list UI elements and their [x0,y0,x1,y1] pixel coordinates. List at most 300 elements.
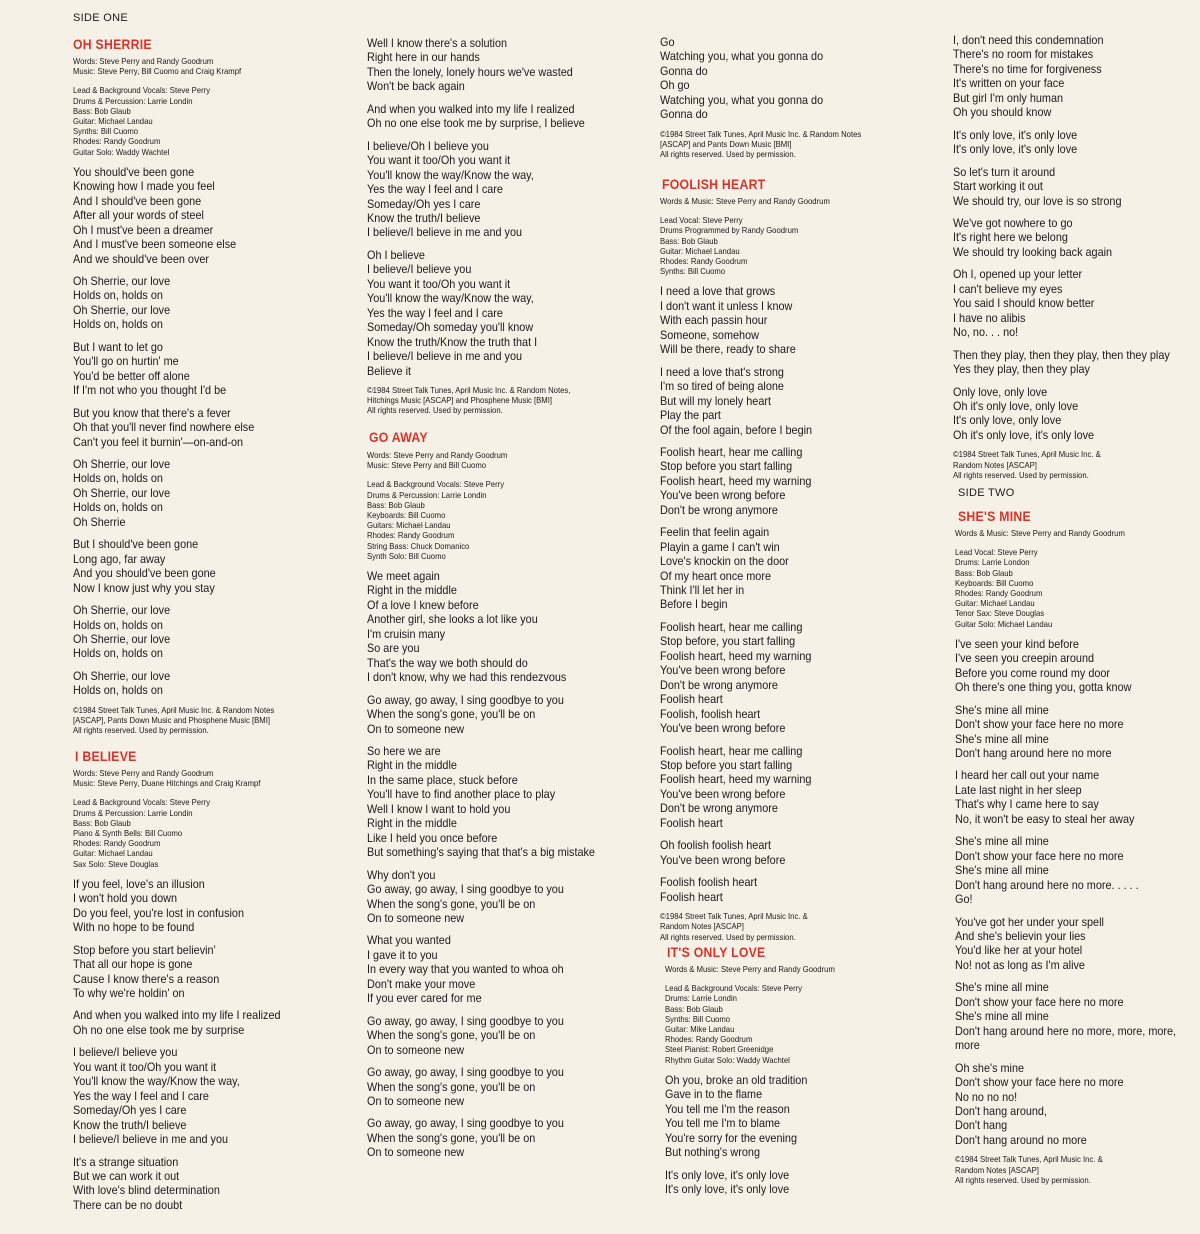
song-shes-mine [955,528,1195,1185]
lyric-stanza [73,274,292,332]
lyric-stanza [660,284,845,356]
lyric-line: Gave in to the flame [665,1087,763,1102]
credit-line: String Bass: Chuck Domanico [367,540,470,551]
side-one-label: SIDE ONE [73,12,128,24]
credit-line: Lead Vocal: Steve Perry [660,215,743,226]
lyric-line: Someday/Oh yes I care [367,196,481,211]
credit-line: Lead & Background Vocals: Steve Perry [665,983,803,994]
song-title-oh-sherrie: OH SHERRIE [73,37,152,52]
side-two-label: SIDE TWO [958,487,1015,499]
credit-line: Keyboards: Bill Cuomo [955,577,1034,588]
lyric-line: Know the truth/Know the truth that I [367,334,538,349]
lyric-line: She's mine all mine [955,702,1049,717]
lyric-line: On to someone new [367,1042,465,1057]
song-foolish-heart [660,196,845,942]
lyric-stanza [73,406,292,449]
lyric-line: I believe/I believe you [73,1045,178,1060]
lyric-line: Oh no one else took me by surprise [73,1022,245,1037]
lyric-line: Oh Sherrie, our love [73,485,171,500]
lyric-line: Of my heart once more [660,568,771,583]
lyric-line: Watching you, what you gonna do [660,49,824,64]
lyric-line: She's mine all mine [955,834,1049,849]
copyright-line: All rights reserved. Used by permission. [660,149,796,160]
credit-line: Music: Steve Perry, Bill Cuomo and Craig Krampf [73,66,242,77]
lyric-line: It's only love, only love [953,413,1062,428]
lyric-stanza [73,340,292,398]
lyric-line: If you feel, love's an illusion [73,876,205,891]
song-i-believe [73,768,299,1212]
credit-line: Guitar Solo: Waddy Wachtel [73,146,170,157]
lyric-line: I have no alibis [953,310,1026,325]
song-oh-sherrie [73,56,292,735]
lyric-line: Don't be wrong anymore [660,677,778,692]
copyright-line: ©1984 Street Talk Tunes, April Music Inc. & [660,911,808,922]
lyric-line: Then the lonely, lonely hours we've wasted [367,64,573,79]
lyric-line: You'll have to find another place to play [367,787,556,802]
lyric-line: No! not as long as I'm alive [955,957,1085,972]
lyric-stanza [367,933,615,1005]
copyright-line: All rights reserved. Used by permission. [73,725,209,736]
lyric-line: Don't be wrong anymore [660,801,778,816]
lyric-line: After all your words of steel [73,208,204,223]
lyric-line: Now I know just why you stay [73,580,215,595]
credit-line: Synths: Bill Cuomo [73,126,139,137]
lyric-line: Oh Sherrie, our love [73,302,171,317]
credit-line: Tenor Sax: Steve Douglas [955,608,1045,619]
credit-line: Rhodes: Randy Goodrum [73,136,161,147]
lyric-stanza [953,216,1189,259]
lyric-line: And I must've been someone else [73,237,237,252]
lyric-line: In the same place, stuck before [367,772,518,787]
credit-line: Steel Pianist: Robert Greenidge [665,1044,774,1055]
lyric-stanza [73,537,292,595]
lyric-line: She's mine all mine [955,1009,1049,1024]
lyric-line: Foolish heart [660,889,723,904]
lyric-line: But will my lonely heart [660,393,771,408]
lyric-line: Start working it out [953,179,1043,194]
lyric-line: Foolish heart, heed my warning [660,772,812,787]
credit-line: Rhodes: Randy Goodrum [660,256,748,267]
copyright-line: ©1984 Street Talk Tunes, April Music Inc. & [955,1154,1103,1165]
lyric-stanza [367,36,604,94]
credit-line: Sax Solo: Steve Douglas [73,858,159,869]
song-go-away [367,450,615,1160]
lyric-line: Long ago, far away [73,551,166,566]
lyric-stanza [955,637,1195,695]
lyric-line: Yes they play, then they play [953,362,1090,377]
copyright-line: ©1984 Street Talk Tunes, April Music Inc. & Random Notes [660,128,862,139]
lyric-stanza [367,1116,615,1159]
lyric-line: So here we are [367,744,441,759]
lyric-line: So let's turn it around [953,164,1056,179]
credit-line: Bass: Bob Glaub [73,817,131,828]
lyric-line: Don't show your face here no more [955,994,1124,1009]
lyric-line: When the song's gone, you'll be on [367,1130,536,1145]
lyric-line: Don't show your face here no more [955,848,1124,863]
lyric-line: On to someone new [367,721,465,736]
lyric-line: But something's saying that that's a big mistake [367,845,595,860]
lyric-stanza [367,569,615,685]
lyric-line: Holds on, holds on [73,500,163,515]
lyric-line: Believe it [367,363,412,378]
lyric-stanza [953,385,1189,443]
lyric-stanza [73,877,299,935]
lyric-stanza [73,457,292,529]
lyric-line: On to someone new [367,911,465,925]
lyric-stanza [367,744,615,860]
lyric-line: Foolish heart, hear me calling [660,444,803,459]
lyric-stanza [953,128,1189,157]
lyric-line: You'll know the way/Know the way, [367,291,534,306]
lyric-line: Oh it's only love, it's only love [953,427,1095,442]
lyric-line: I heard her call out your name [955,768,1100,783]
lyric-line: No, no. . . no! [953,325,1019,340]
lyric-line: If I'm not who you thought I'd be [73,383,227,398]
lyric-line: Oh you, broke an old tradition [665,1072,808,1087]
lyric-line: There's no room for mistakes [953,47,1094,62]
lyric-line: Go away, go away, I sing goodbye to you [367,1065,564,1080]
lyric-line: Go away, go away, I sing goodbye to you [367,1013,564,1028]
credit-line: Bass: Bob Glaub [73,105,131,116]
lyric-stanza [73,1008,299,1037]
lyric-stanza [660,838,845,867]
song-i-believe-continued [367,36,604,416]
credit-line: Synth Solo: Bill Cuomo [367,550,446,561]
lyric-line: Of a love I knew before [367,597,479,612]
lyric-line: Don't hang around no more [955,1132,1087,1147]
lyric-line: Right in the middle [367,816,457,831]
lyric-stanza [367,139,604,240]
lyric-line: Go! [955,892,973,907]
musician-credits [665,983,850,1065]
lyric-stanza [73,603,292,661]
lyric-line: I don't want it unless I know [660,298,793,313]
copyright-line: ©1984 Street Talk Tunes, April Music Inc. & [953,449,1101,460]
lyric-line: Oh Sherrie, our love [73,668,171,683]
lyric-stanza [660,445,845,517]
lyric-line: Go away, go away, I sing goodbye to you [367,692,564,707]
song-title-its-only-love: IT'S ONLY LOVE [667,945,766,960]
credit-line: Drums & Percussion: Larrie Londin [73,95,193,106]
lyric-line: No, it won't be easy to steal her away [955,811,1135,826]
lyric-line: Late last night in her sleep [955,782,1082,797]
lyric-stanza [367,102,604,131]
lyric-line: I gave it to you [367,947,438,962]
lyric-stanza [660,744,845,831]
credit-line: Drums: Larrie Londin [665,993,737,1004]
lyric-stanza [660,875,845,904]
lyric-line: But I want to let go [73,339,163,354]
lyric-line: Foolish, foolish heart [660,706,761,721]
lyric-line: In every way that you wanted to whoa oh [367,962,564,977]
lyric-line: Don't hang [955,1118,1008,1133]
lyric-line: With love's blind determination [73,1183,220,1198]
lyric-line: You tell me I'm the reason [665,1101,790,1116]
lyric-stanza [660,35,879,122]
credit-line: Words & Music: Steve Perry and Randy Goodrum [955,528,1125,538]
lyric-line: Don't show your face here no more [955,1075,1124,1090]
lyric-line: I, don't need this condemnation [953,33,1104,47]
credit-line: Drums & Percussion: Larrie Londin [73,807,193,818]
lyric-line: Go away, go away, I sing goodbye to you [367,882,564,897]
musician-credits [73,85,292,156]
song-title-shes-mine: SHE'S MINE [958,509,1031,524]
lyric-line: You've been wrong before [660,852,786,867]
credit-line: Drums: Larrie London [955,557,1030,568]
lyric-line: Go away, go away, I sing goodbye to you [367,1116,564,1131]
lyric-line: Someone, somehow [660,327,759,342]
lyric-stanza [660,620,845,736]
copyright-notice [660,129,879,160]
lyric-line: Can't you feel it burnin'—on-and-on [73,434,244,449]
lyric-line: Oh there's one thing you, gotta know [955,680,1132,695]
lyric-line: more [955,1038,980,1053]
lyric-line: I believe/Oh I believe you [367,138,489,153]
lyric-line: Yes the way I feel and I care [367,182,503,197]
lyric-line: And you should've been gone [73,566,216,581]
lyric-line: But you know that there's a fever [73,405,231,420]
lyric-stanza [367,693,615,736]
lyric-line: Foolish heart, heed my warning [660,648,812,663]
lyric-line: Oh Sherrie, our love [73,274,171,288]
lyric-line: Before you come round my door [955,665,1111,680]
lyric-line: It's right here we belong [953,230,1068,245]
lyric-line: Don't show your face here no more [955,717,1124,732]
lyric-line: Holds on, holds on [73,471,163,486]
lyric-line: You'll know the way/Know the way, [367,167,534,182]
lyric-stanza [955,703,1195,761]
copyright-line: All rights reserved. Used by permission. [955,1174,1091,1185]
lyric-line: Know the truth/I believe [367,210,481,225]
credit-line: Rhodes: Randy Goodrum [367,530,455,541]
lyric-stanza [73,669,292,698]
lyric-line: Holds on, holds on [73,617,163,632]
lyric-stanza [953,267,1189,339]
lyric-line: Know the truth/I believe [73,1117,187,1132]
lyric-line: It's only love, it's only love [953,127,1078,142]
lyric-stanza [955,1061,1195,1148]
lyric-line: Gonna do [660,63,708,78]
copyright-notice [660,911,845,942]
lyric-line: Well I know I want to hold you [367,801,511,816]
lyric-line: We should try looking back again [953,244,1113,259]
lyric-line: Oh I, opened up your letter [953,267,1083,282]
lyric-line: Oh Sherrie, our love [73,456,171,471]
lyric-line: I need a love that grows [660,284,776,299]
lyric-line: What you wanted [367,933,451,948]
lyric-stanza [953,348,1189,377]
copyright-line: Random Notes [ASCAP] [955,1164,1039,1175]
song-title-foolish-heart: FOOLISH HEART [662,177,766,192]
lyric-line: Holds on, holds on [73,317,163,332]
lyric-line: You've got her under your spell [955,914,1104,929]
lyric-line: Right in the middle [367,758,457,773]
credit-line: Bass: Bob Glaub [955,567,1013,578]
copyright-line: ©1984 Street Talk Tunes, April Music Inc. & Random Notes [73,704,275,715]
lyric-line: I won't hold you down [73,891,178,906]
lyric-line: Oh she's mine [955,1060,1025,1075]
copyright-notice [955,1154,1195,1185]
song-title-i-believe: I BELIEVE [75,749,137,764]
lyric-line: That's why I came here to say [955,797,1099,812]
lyric-line: You've been wrong before [660,786,786,801]
lyric-line: But nothing's wrong [665,1145,760,1160]
credit-line: Bass: Bob Glaub [660,235,718,246]
lyric-line: When the song's gone, you'll be on [367,896,536,911]
lyric-line: It's only love, it's only love [665,1182,790,1196]
lyric-line: When the song's gone, you'll be on [367,1028,536,1043]
lyric-line: That's the way we both should do [367,655,528,670]
credit-line: Lead & Background Vocals: Steve Perry [73,797,211,808]
copyright-notice [367,385,604,416]
lyric-line: Love's knockin on the door [660,554,789,569]
credit-line: Words & Music: Steve Perry and Randy Goodrum [660,196,830,206]
lyric-line: With each passin hour [660,313,768,328]
songwriter-credits [73,768,299,788]
lyric-line: But girl I'm only human [953,90,1064,105]
lyric-line: Go [660,35,675,49]
lyric-line: Cause I know there's a reason [73,971,220,986]
lyric-stanza [73,165,292,266]
copyright-line: ©1984 Street Talk Tunes, April Music Inc. & Random Notes, [367,384,571,395]
lyric-line: Gonna do [660,107,708,122]
lyric-line: Won't be back again [367,79,465,94]
credit-line: Synths: Bill Cuomo [660,266,726,277]
lyric-line: If you ever cared for me [367,991,482,1006]
songwriter-credits [660,196,845,206]
credit-line: Music: Steve Perry and Bill Cuomo [367,460,487,471]
lyric-line: She's mine all mine [955,863,1049,878]
credit-line: Words & Music: Steve Perry and Randy Goodrum [665,964,835,974]
lyric-line: Another girl, she looks a lot like you [367,612,538,627]
musician-credits [73,797,299,868]
lyric-line: Playin a game I can't win [660,539,780,554]
lyric-line: Feelin that feelin again [660,525,770,540]
lyric-line: Only love, only love [953,384,1048,399]
lyric-line: On to someone new [367,1145,465,1160]
credit-line: Rhodes: Randy Goodrum [665,1034,753,1045]
lyric-line: Oh you should know [953,105,1052,120]
songwriter-credits [367,450,615,470]
lyric-line: Well I know there's a solution [367,36,508,50]
lyric-line: Oh it's only love, only love [953,398,1079,413]
lyric-stanza [955,834,1195,906]
credit-line: Guitar: Michael Landau [955,598,1035,609]
lyric-stanza [367,1065,615,1108]
lyric-stanza [665,1168,850,1197]
lyric-stanza [665,1073,850,1160]
lyric-line: It's only love, it's only love [665,1167,790,1182]
lyric-line: It's a strange situation [73,1154,179,1169]
lyric-line: There's no time for forgiveness [953,61,1102,76]
lyric-line: You tell me I'm to blame [665,1116,781,1131]
lyric-line: But we can work it out [73,1168,180,1183]
lyric-line: She's mine all mine [955,980,1049,995]
lyric-line: I believe/I believe in me and you [73,1132,229,1147]
lyric-line: Then they play, then they play, then they play [953,347,1170,362]
lyric-line: Foolish heart, hear me calling [660,619,803,634]
credit-line: Guitars: Michael Landau [367,520,451,531]
lyric-line: Knowing how I made you feel [73,179,215,194]
lyric-line: Think I'll let her in [660,583,745,598]
lyric-line: Oh Sherrie [73,514,126,529]
lyric-line: Foolish heart, hear me calling [660,743,803,758]
credit-line: Lead & Background Vocals: Steve Perry [73,85,211,96]
lyric-line: Why don't you [367,867,436,882]
lyric-line: You'd be better off alone [73,368,190,383]
copyright-line: Random Notes [ASCAP] [660,921,744,932]
lyric-line: Oh Sherrie, our love [73,603,171,618]
song-its-only-love [665,964,850,1196]
credit-line: Keyboards: Bill Cuomo [367,510,446,521]
credit-line: Words: Steve Perry and Randy Goodrum [73,56,214,66]
credit-line: Rhythm Guitar Solo: Waddy Wachtel [665,1054,790,1065]
lyric-stanza [660,525,845,612]
lyric-line: Oh I must've been a dreamer [73,222,214,237]
lyric-line: Don't hang around here no more. . . . . [955,877,1139,892]
lyric-line: Watching you, what you gonna do [660,92,824,107]
lyric-line: That all our hope is gone [73,957,193,972]
lyric-line: Stop before, you start falling [660,634,796,649]
lyric-line: I believe/I believe you [367,262,472,277]
lyric-line: And I should've been gone [73,193,202,208]
lyric-stanza [953,165,1189,208]
credit-line: Guitar: Michael Landau [660,245,740,256]
lyric-line: Will be there, ready to share [660,342,796,357]
lyric-line: I can't believe my eyes [953,281,1063,296]
lyric-line: And when you walked into my life I realized [73,1008,281,1023]
lyric-line: I believe/I believe in me and you [367,225,523,240]
lyric-line: We meet again [367,569,440,584]
copyright-line: All rights reserved. Used by permission. [660,931,796,942]
lyric-line: We should try, our love is so strong [953,193,1122,208]
lyric-stanza [73,943,299,1001]
lyric-line: You've been wrong before [660,721,786,736]
credit-line: Guitar: Mike Landau [665,1024,735,1035]
credit-line: Guitar: Michael Landau [73,116,153,127]
songwriter-credits [955,528,1195,538]
copyright-line: Hitchings Music [ASCAP] and Phosphene Music [BMI] [367,395,553,406]
lyric-line: Before I begin [660,597,728,612]
credit-line: Bass: Bob Glaub [665,1003,723,1014]
lyric-line: You said I should know better [953,296,1095,311]
credit-line: Rhodes: Randy Goodrum [73,838,161,849]
lyric-line: Right here in our hands [367,50,480,65]
lyric-line: Holds on, holds on [73,288,163,303]
lyric-line: Oh no one else took me by surprise, I believe [367,116,585,131]
lyric-line: You're sorry for the evening [665,1130,797,1145]
lyric-stanza [955,768,1195,826]
lyric-line: Do you feel, you're lost in confusion [73,905,245,920]
lyric-line: Oh Sherrie, our love [73,631,171,646]
song-go-away-continued [660,35,879,159]
lyric-line: I'm so tired of being alone [660,379,784,394]
lyric-line: Someday/Oh yes I care [73,1103,187,1118]
lyric-line: No no no no! [955,1089,1018,1104]
lyric-line: I believe/I believe in me and you [367,349,523,364]
credit-line: Drums & Percussion: Larrie Londin [367,489,487,500]
credit-line: Drums Programmed by Randy Goodrum [660,225,799,236]
lyric-line: Don't hang around, [955,1103,1047,1118]
lyric-line: Don't make your move [367,976,476,991]
lyric-line: We've got nowhere to go [953,215,1073,230]
musician-credits [660,215,845,276]
lyric-line: Don't hang around here no more, more, more, [955,1023,1177,1038]
lyric-line: Holds on, holds on [73,646,163,661]
lyric-line: I don't know, why we had this rendezvous [367,670,567,685]
lyric-stanza [367,1014,615,1057]
lyric-line: I need a love that's strong [660,364,784,379]
